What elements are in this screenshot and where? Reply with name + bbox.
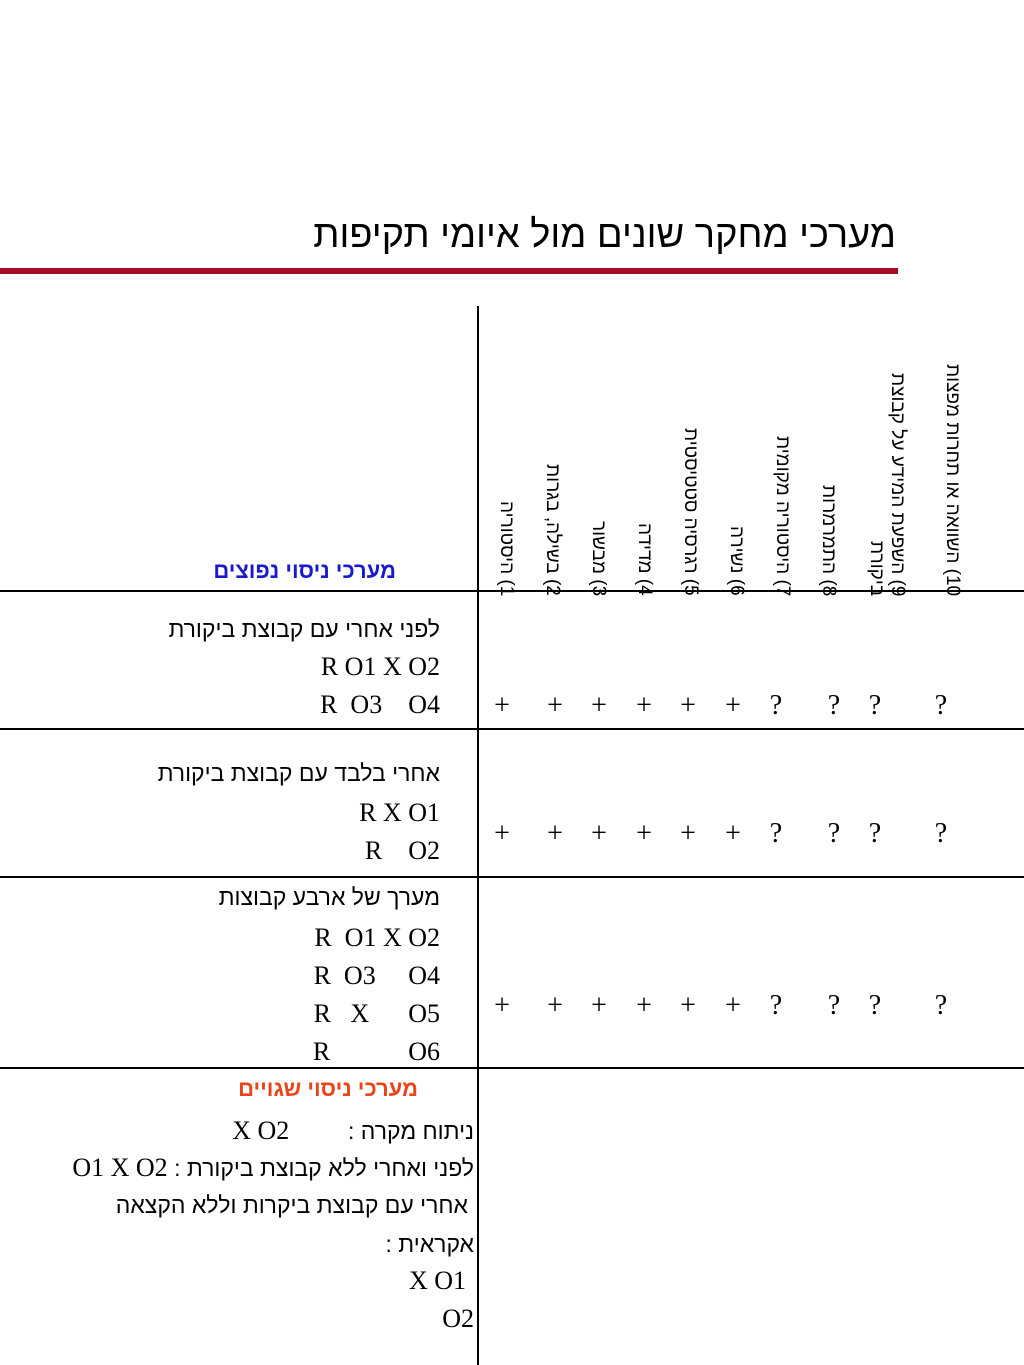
row-title-posttest-only-control: אחרי בלבד עם קבוצת ביקורת — [157, 760, 440, 786]
threat-mark-row2-col4: + — [636, 818, 652, 849]
header-testing: 4) מדידה — [634, 523, 655, 596]
row-notation-posttest-only-control: R X O1 R O2 — [359, 798, 440, 865]
table-vertical-divider-lower — [477, 1070, 479, 1365]
threat-mark-row1-col4: + — [636, 690, 652, 721]
header-compensatory-rivalry: 10) השוואה או תחרות מפצות — [942, 363, 963, 596]
pre-post-no-control-label: לפני ואחרי ללא קבוצת ביקורת : — [174, 1155, 474, 1181]
header-maturation: 2) בשילה, בגרות — [542, 464, 563, 596]
threat-mark-row1-col8: ? — [827, 690, 841, 721]
threat-mark-row1-col3: + — [591, 690, 607, 721]
table-vertical-divider — [477, 306, 479, 1070]
threat-mark-row3-col2: + — [547, 990, 563, 1021]
threat-mark-row3-col1: + — [494, 990, 510, 1021]
threat-mark-row1-col7: ? — [769, 690, 783, 721]
pre-post-no-control-notation: O1 X O2 — [72, 1153, 168, 1182]
threat-mark-row2-col9: ? — [868, 818, 882, 849]
threat-mark-row2-col6: + — [725, 818, 741, 849]
static-group-notation-1: X O1 — [408, 1266, 466, 1295]
static-group-label-1: אחרי עם קבוצת ביקרות וללא הקצאה — [115, 1192, 468, 1218]
static-group-notation-2: O2 — [442, 1304, 474, 1333]
row-title-pretest-posttest-control: לפני אחרי עם קבוצת ביקורת — [168, 616, 440, 642]
threat-mark-row3-col4: + — [636, 990, 652, 1021]
threat-mark-row3-col9: ? — [868, 990, 882, 1021]
threat-mark-row3-col8: ? — [827, 990, 841, 1021]
row-divider-1 — [0, 728, 1024, 730]
header-instrumentation: 3) מבשור — [588, 520, 609, 596]
threat-mark-row2-col10: ? — [934, 818, 948, 849]
improper-designs-label: מערכי ניסוי שגויים — [238, 1076, 418, 1101]
case-study-line — [232, 1116, 474, 1146]
title-underline — [0, 268, 898, 274]
row-divider-3 — [0, 1067, 1024, 1069]
threat-mark-row1-col1: + — [494, 690, 510, 721]
threat-mark-row3-col5: + — [680, 990, 696, 1021]
threat-mark-row3-col10: ? — [934, 990, 948, 1021]
row-notation-pretest-posttest-control: R O1 X O2 R O3 O4 — [320, 652, 440, 719]
threat-mark-row1-col9: ? — [868, 690, 882, 721]
true-designs-label: מערכי ניסוי נפוצים — [213, 558, 396, 583]
header-local-history: 7) היסטוריה מקומית — [772, 435, 793, 596]
header-resentful-demoralization: 8) התמרמרות — [818, 484, 839, 596]
page-title: מערכי מחקר שונים מול איומי תקיפות — [313, 214, 896, 256]
row-notation-solomon-four-group: R O1 X O2 R O3 O4 R X O5 R O6 — [312, 923, 440, 1066]
header-regression: 5) רגרסיה סטטיסטית — [680, 428, 701, 596]
threat-mark-row2-col2: + — [547, 818, 563, 849]
header-history: 1) היסטוריה — [496, 500, 517, 596]
threat-mark-row2-col3: + — [591, 818, 607, 849]
header-mortality: 6) נשירה — [726, 526, 747, 596]
threat-mark-row2-col7: ? — [769, 818, 783, 849]
header-diffusion: 9) השפעת המידע על קבוצת ביקורת — [866, 372, 908, 596]
case-study-notation: X O2 — [232, 1116, 290, 1145]
static-group-label-2: אקראית : — [385, 1231, 474, 1257]
threat-mark-row3-col7: ? — [769, 990, 783, 1021]
threat-mark-row3-col3: + — [591, 990, 607, 1021]
threat-mark-row1-col2: + — [547, 690, 563, 721]
threat-mark-row2-col8: ? — [827, 818, 841, 849]
row-title-solomon-four-group: מערך של ארבע קבוצות — [218, 884, 440, 910]
pre-post-no-control-line — [72, 1153, 474, 1183]
threat-mark-row3-col6: + — [725, 990, 741, 1021]
threat-mark-row1-col6: + — [725, 690, 741, 721]
case-study-label: ניתוח מקרה : — [348, 1118, 474, 1144]
threat-mark-row2-col1: + — [494, 818, 510, 849]
threat-mark-row2-col5: + — [680, 818, 696, 849]
threat-mark-row1-col5: + — [680, 690, 696, 721]
row-divider-2 — [0, 876, 1024, 878]
threat-mark-row1-col10: ? — [934, 690, 948, 721]
